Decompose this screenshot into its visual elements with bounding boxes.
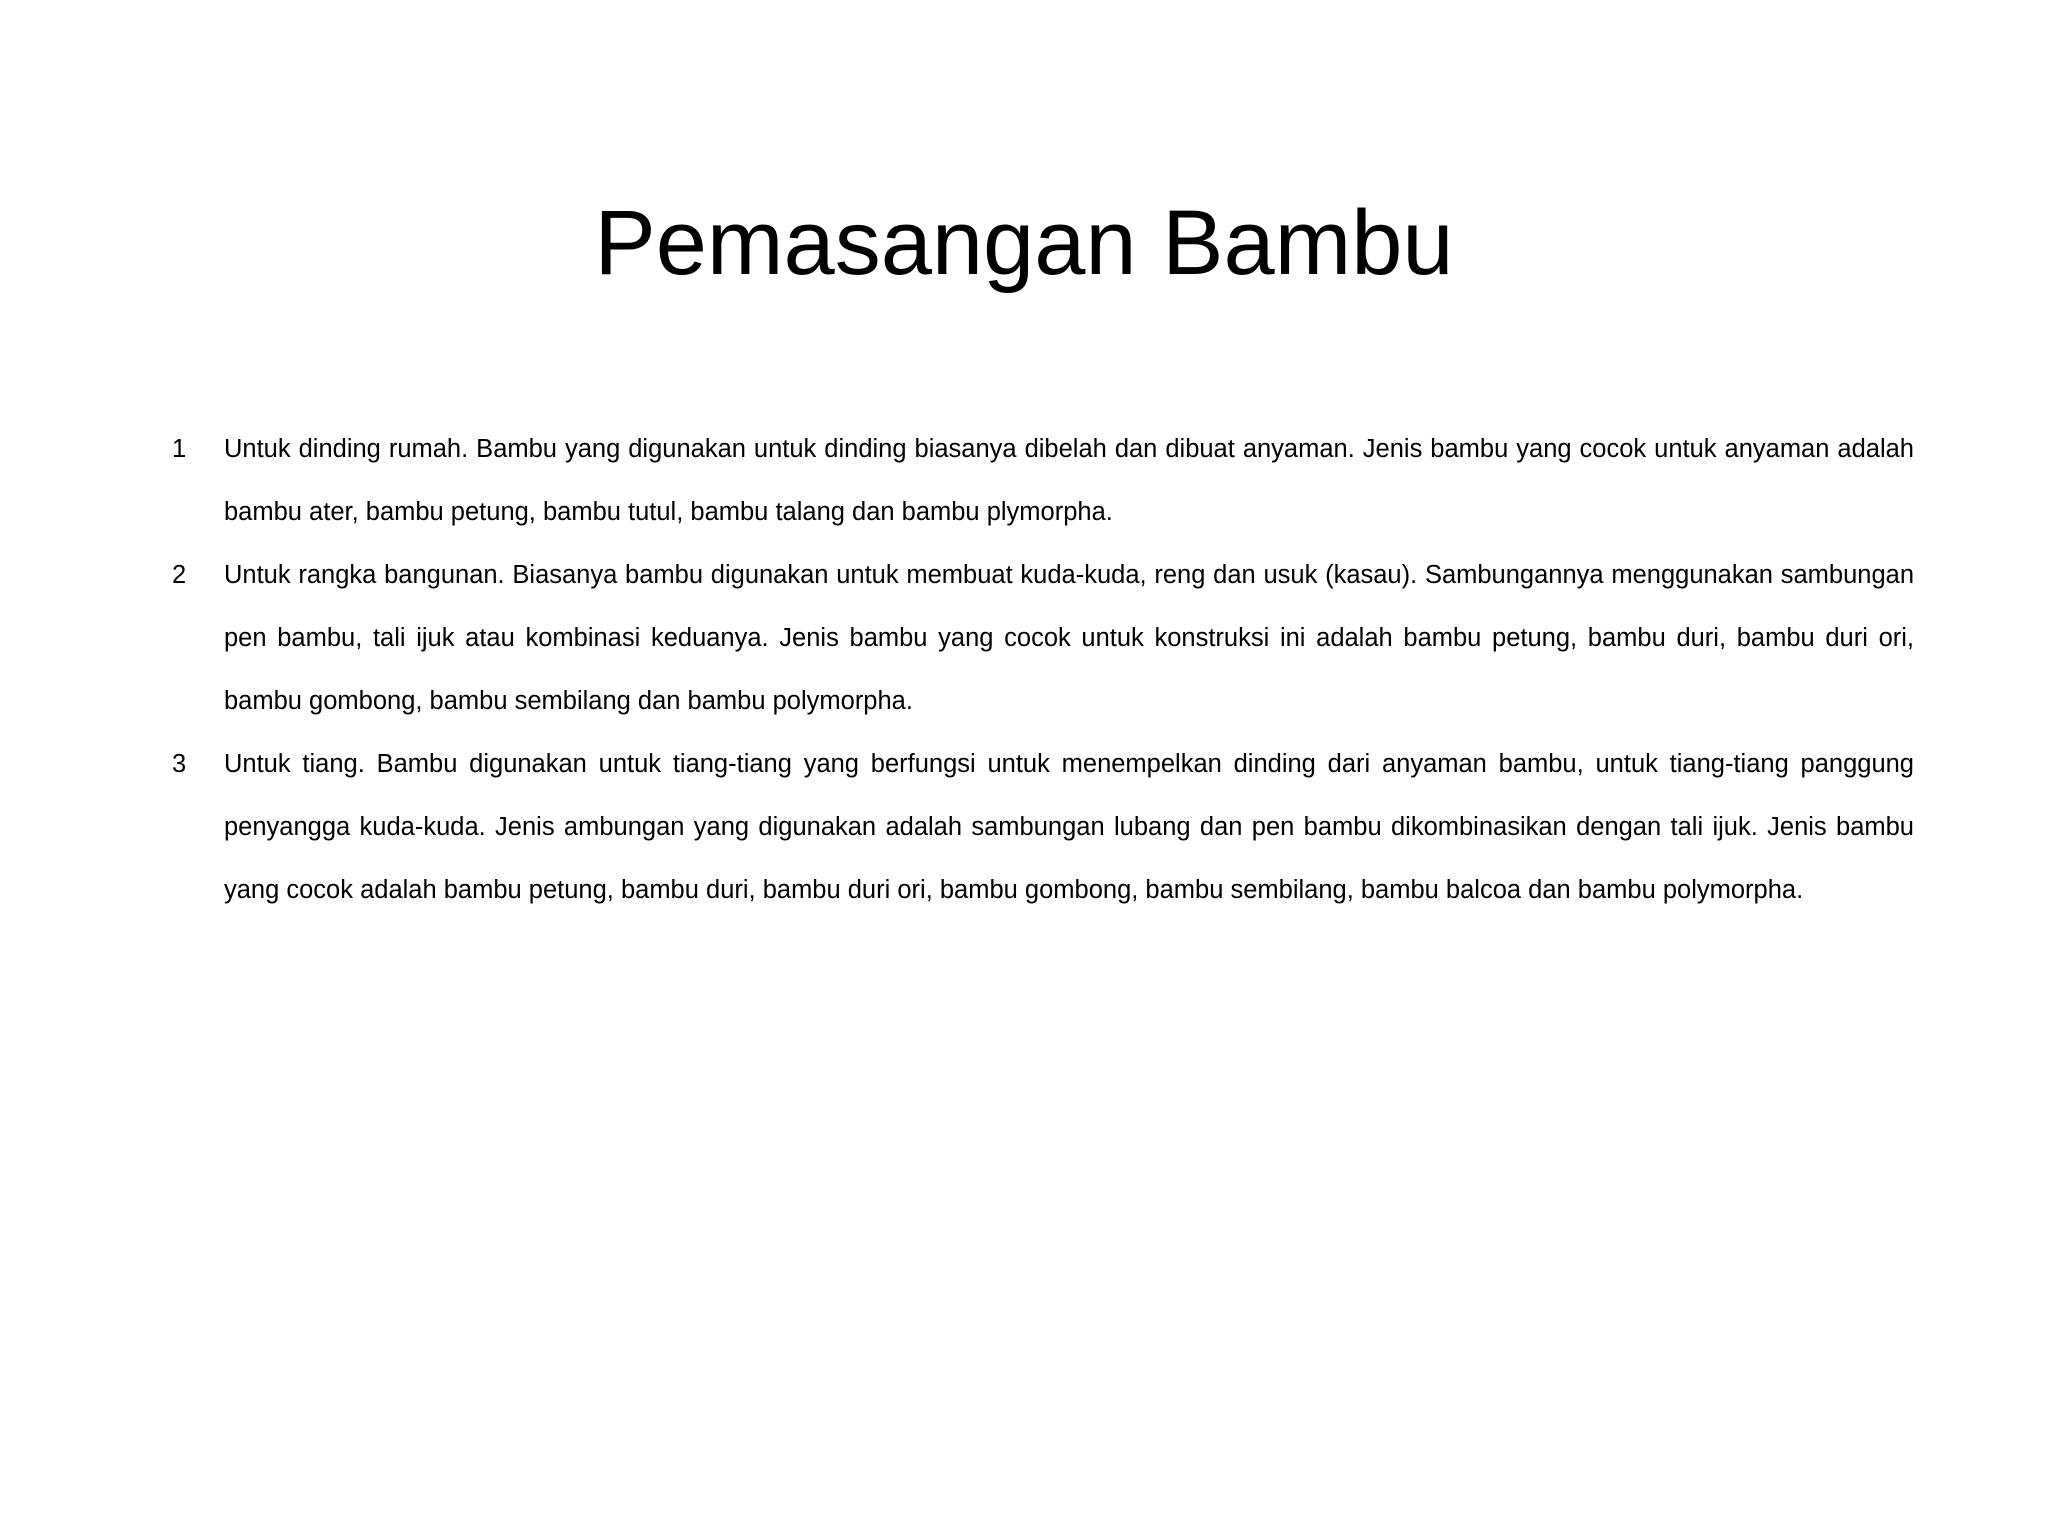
list-item-text: Untuk tiang. Bambu digunakan untuk tiang-tiang yang berfungsi untuk menempelkan dinding dari anyaman bambu, untuk tiang-tiang panggung penyangga kuda-kuda. Jenis ambungan yang digunakan adalah sambungan lubang dan pen bambu dikombinasikan dengan tali ijuk. Jenis bambu yang cocok adalah bambu petung, bambu duri, bambu duri ori, bambu gombong, bambu sembilang, bambu balcoa dan bambu polymorpha. (224, 750, 1914, 904)
list-item-text: Untuk rangka bangunan. Biasanya bambu digunakan untuk membuat kuda-kuda, reng dan usuk (kasau). Sambungannya menggunakan sambungan pen bambu, tali ijuk atau kombinasi keduanya. Jenis bambu yang cocok untuk konstruksi ini adalah bambu petung, bambu duri, bambu duri ori, bambu gombong, bambu sembilang dan bambu polymorpha. (224, 561, 1914, 715)
list-item-number: 2 (172, 561, 187, 589)
slide-title: Pemasangan Bambu (594, 192, 1454, 294)
list-item (172, 733, 1914, 922)
list-item-number: 1 (172, 435, 187, 463)
list-item (172, 544, 1914, 733)
list-item (172, 418, 1914, 544)
numbered-list (172, 418, 1914, 922)
list-item-text: Untuk dinding rumah. Bambu yang digunakan untuk dinding biasanya dibelah dan dibuat anyaman. Jenis bambu yang cocok untuk anyaman adalah bambu ater, bambu petung, bambu tutul, bambu talang dan bambu plymorpha. (224, 435, 1914, 526)
list-item-number: 3 (172, 750, 187, 778)
